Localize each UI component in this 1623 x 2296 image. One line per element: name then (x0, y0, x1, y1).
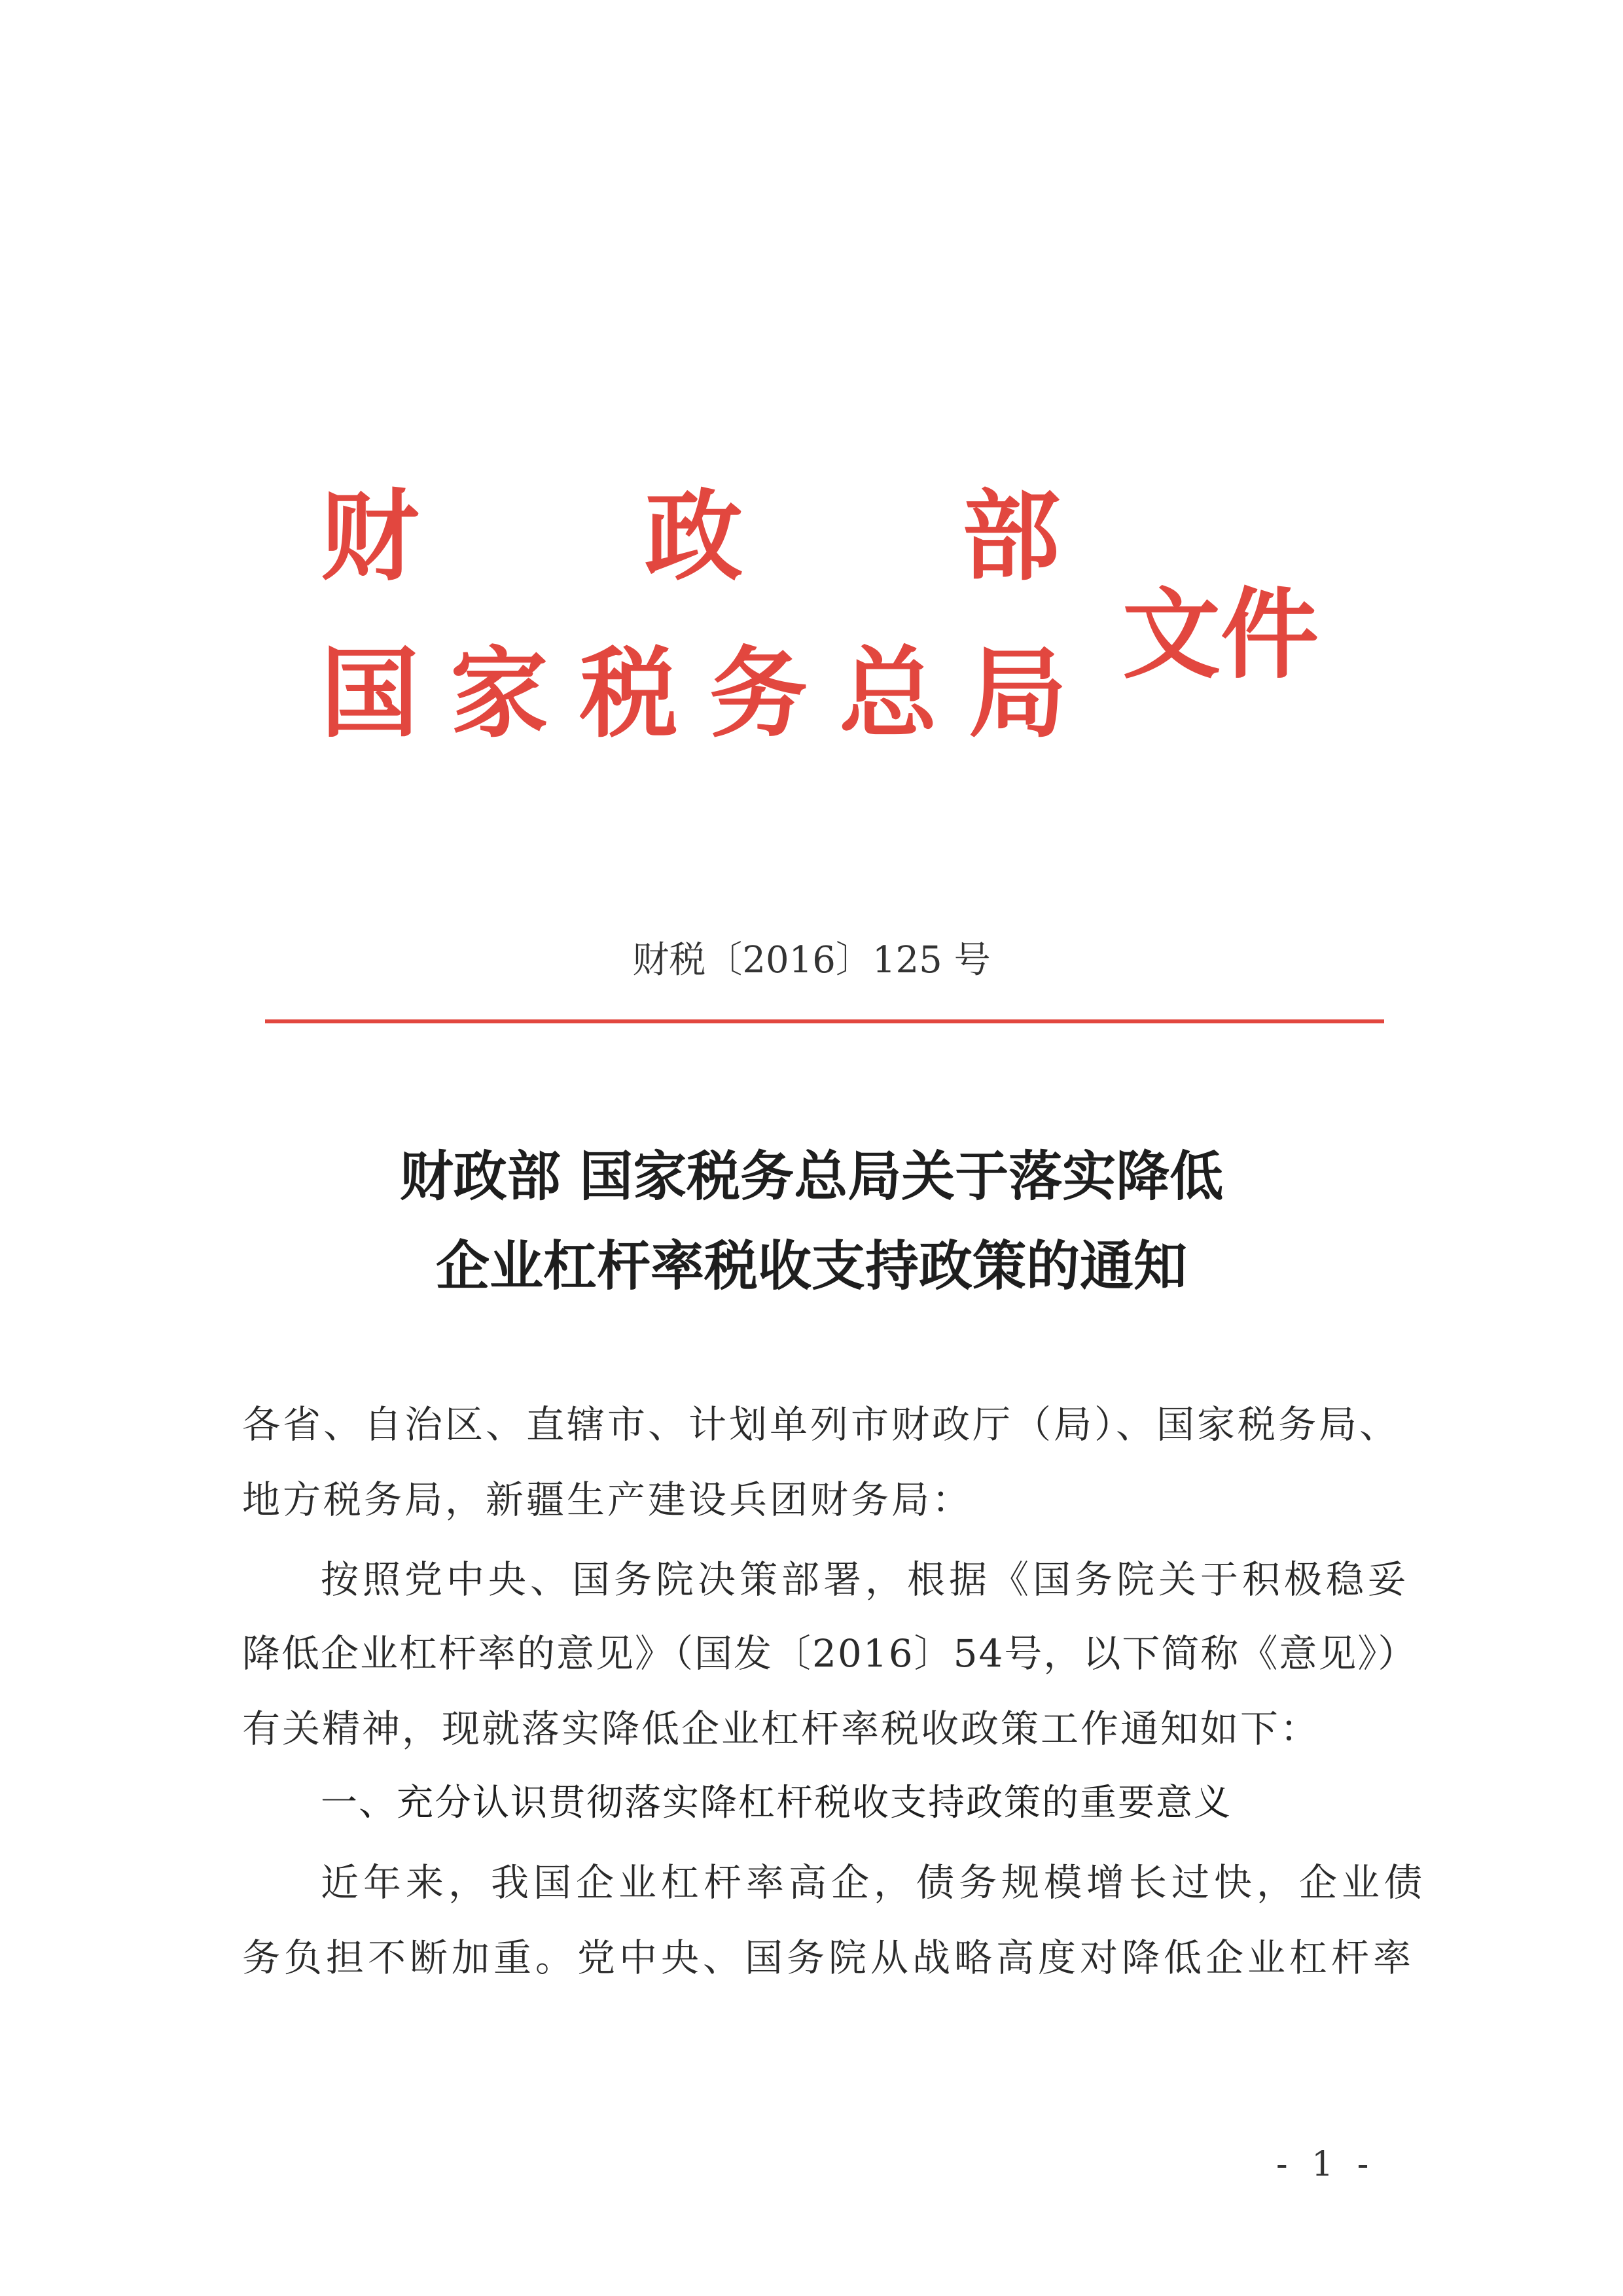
masthead-suffix: 文件 (1122, 577, 1319, 692)
paragraph-2-line-2: 务负担不断加重。党中央、国务院从战略高度对降低企业杠杆率 (242, 1935, 1416, 1980)
paragraph-1-line-1: 按照党中央、国务院决策部署，根据《国务院关于积极稳妥 (321, 1557, 1410, 1602)
masthead-char-2: 政 (645, 479, 743, 594)
red-divider-line (265, 1019, 1384, 1023)
paragraph-1-line-3: 有关精神，现就落实降低企业杠杆率税收政策工作通知如下： (242, 1706, 1321, 1751)
paragraph-1-line-2: 降低企业杠杆率的意见》（国发〔2016〕54号，以下简称《意见》） (242, 1631, 1418, 1676)
section-1-heading: 一、充分认识贯彻落实降杠杆税收支持政策的重要意义 (321, 1782, 1232, 1824)
masthead-char-1: 财 (321, 479, 419, 594)
document-title-line-1: 财政部 国家税务总局关于落实降低 (399, 1146, 1224, 1208)
masthead-issuer-2: 国家税务总局 (321, 636, 1099, 751)
addressee-line-1: 各省、自治区、直辖市、计划单列市财政厅（局）、国家税务局、 (242, 1402, 1400, 1447)
masthead-char-3: 部 (962, 479, 1061, 594)
document-title-line-2: 企业杠杆率税收支持政策的通知 (435, 1235, 1187, 1298)
paragraph-2-line-1: 近年来，我国企业杠杆率高企，债务规模增长过快，企业债 (321, 1860, 1427, 1905)
addressee-line-2: 地方税务局，新疆生产建设兵团财务局： (242, 1477, 973, 1522)
document-number: 财税〔2016〕125 号 (632, 939, 991, 981)
page-number: - 1 - (1276, 2145, 1376, 2184)
